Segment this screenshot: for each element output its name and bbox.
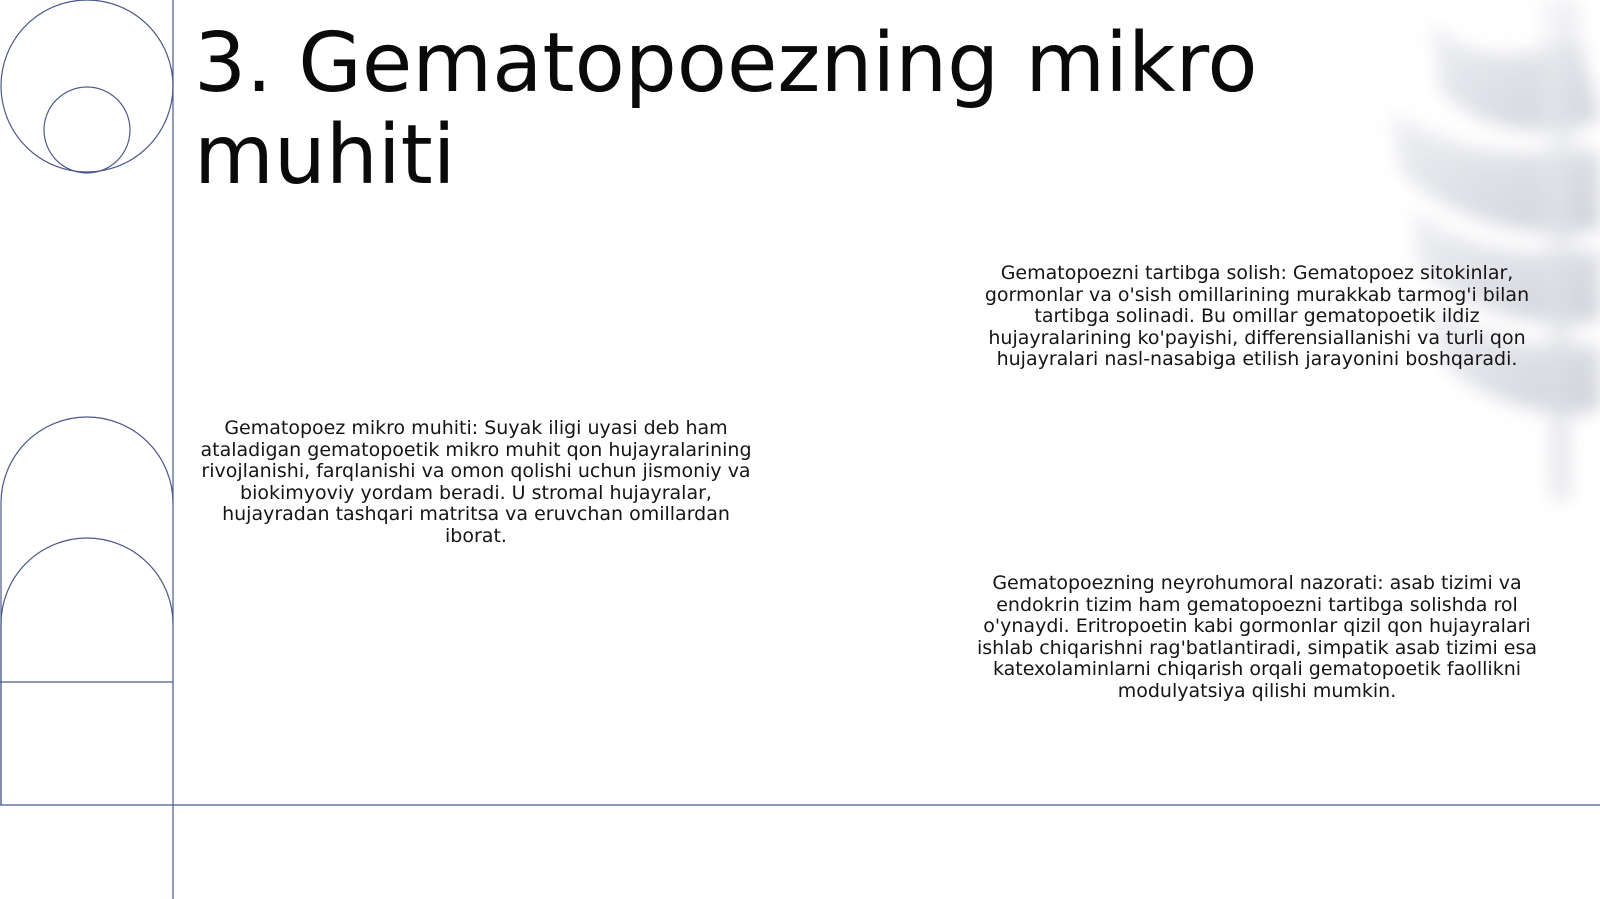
outer-arch	[1, 417, 173, 805]
small-circle	[44, 87, 130, 173]
inner-arch	[1, 538, 173, 805]
slide-title: 3. Gematopoezning mikro muhiti	[194, 16, 1258, 203]
paragraph-regulation: Gematopoezni tartibga solish: Gematopoez sitokinlar, gormonlar va o'sish omillarining murakkab tarmog'i bilan tartibga solinadi. Bu omillar gematopoetik ildiz hujayralarining ko'payishi, differensiallanishi va turli qon hujayralari nasl-nasabiga etilish jarayonini boshqaradi.	[984, 262, 1530, 370]
large-circle	[1, 0, 173, 172]
paragraph-microenvironment: Gematopoez mikro muhiti: Suyak iligi uyasi deb ham ataladigan gematopoetik mikro muhit qon hujayralarining rivojlanishi, farqlanishi va omon qolishi uchun jismoniy va biokimyoviy yordam beradi. U stromal hujayralar, hujayradan tashqari matritsa va eruvchan omillardan iborat.	[200, 417, 752, 547]
paragraph-neurohumoral: Gematopoezning neyrohumoral nazorati: asab tizimi va endokrin tizim ham gematopoezni tartibga solishda rol o'ynaydi. Eritropoetin kabi gormonlar qizil qon hujayralari ishlab chiqarishni rag'batlantiradi, simpatik asab tizimi esa katexolaminlarni chiqarish orqali gematopoetik faollikni modulyatsiya qilishi mumkin.	[976, 572, 1538, 702]
